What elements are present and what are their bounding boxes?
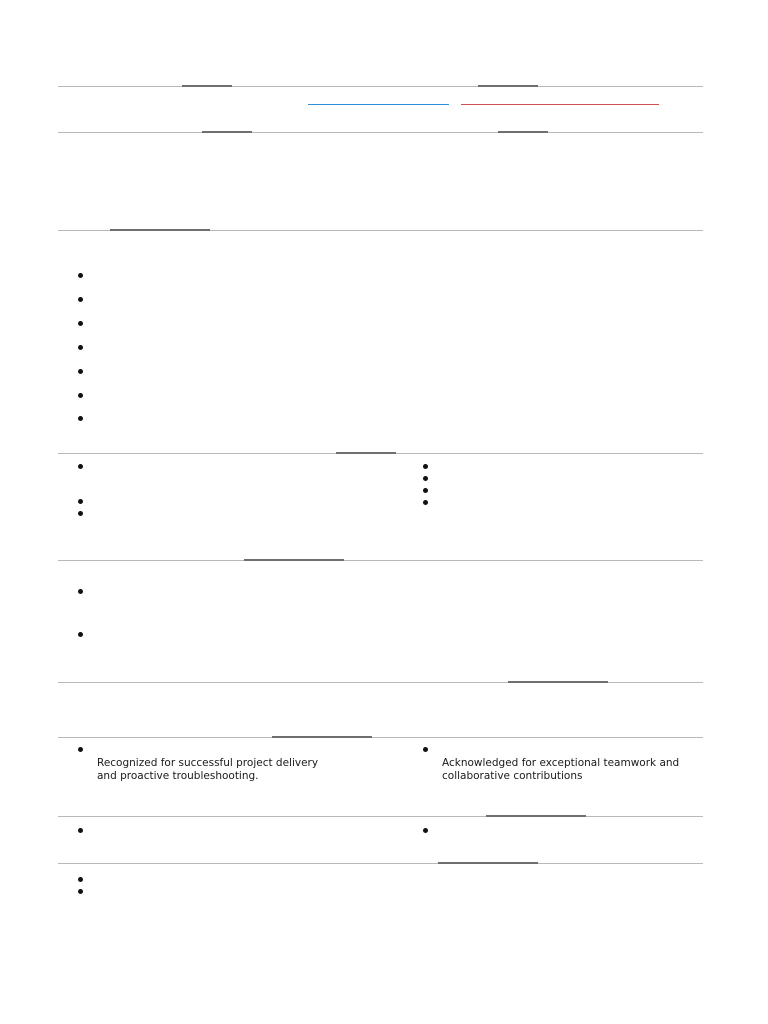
- skills-bullet: [423, 464, 428, 469]
- award-text: Recognized for successful project delivery and proactive troubleshooting.: [97, 757, 319, 782]
- skills-bullet: [423, 476, 428, 481]
- award-bullet: [78, 747, 83, 752]
- header-divider: [58, 86, 703, 87]
- interests-bullet: [78, 877, 83, 882]
- experience-bullet: [78, 297, 83, 302]
- skills-bullet: [423, 488, 428, 493]
- divider-accent: [244, 559, 344, 561]
- divider-accent: [478, 85, 538, 87]
- experience-bullet: [78, 321, 83, 326]
- experience-bullet: [78, 345, 83, 350]
- divider-accent: [508, 681, 608, 683]
- interests-divider: [58, 863, 703, 864]
- divider-accent: [498, 131, 548, 133]
- email-link[interactable]: [308, 104, 449, 105]
- education-divider: [58, 682, 703, 683]
- divider-accent: [182, 85, 232, 87]
- skills-bullet: [78, 499, 83, 504]
- projects-bullet: [78, 632, 83, 637]
- divider-accent: [438, 862, 538, 864]
- skills-bullet: [78, 464, 83, 469]
- projects-bullet: [78, 589, 83, 594]
- experience-bullet: [78, 416, 83, 421]
- award-bullet: [423, 747, 428, 752]
- divider-accent: [272, 736, 372, 738]
- experience-bullet: [78, 273, 83, 278]
- experience-divider: [58, 230, 703, 231]
- certification-bullet: [423, 828, 428, 833]
- experience-bullet: [78, 369, 83, 374]
- award-text: Acknowledged for exceptional teamwork and collaborative contributions: [442, 757, 680, 782]
- projects-divider: [58, 560, 703, 561]
- divider-accent: [110, 229, 210, 231]
- summary-divider: [58, 132, 703, 133]
- skills-divider: [58, 453, 703, 454]
- divider-accent: [336, 452, 396, 454]
- divider-accent: [202, 131, 252, 133]
- divider-accent: [486, 815, 586, 817]
- experience-bullet: [78, 393, 83, 398]
- awards-divider: [58, 737, 703, 738]
- certification-bullet: [78, 828, 83, 833]
- profile-link[interactable]: [461, 104, 659, 105]
- skills-bullet: [78, 511, 83, 516]
- interests-bullet: [78, 889, 83, 894]
- certifications-divider: [58, 816, 703, 817]
- skills-bullet: [423, 500, 428, 505]
